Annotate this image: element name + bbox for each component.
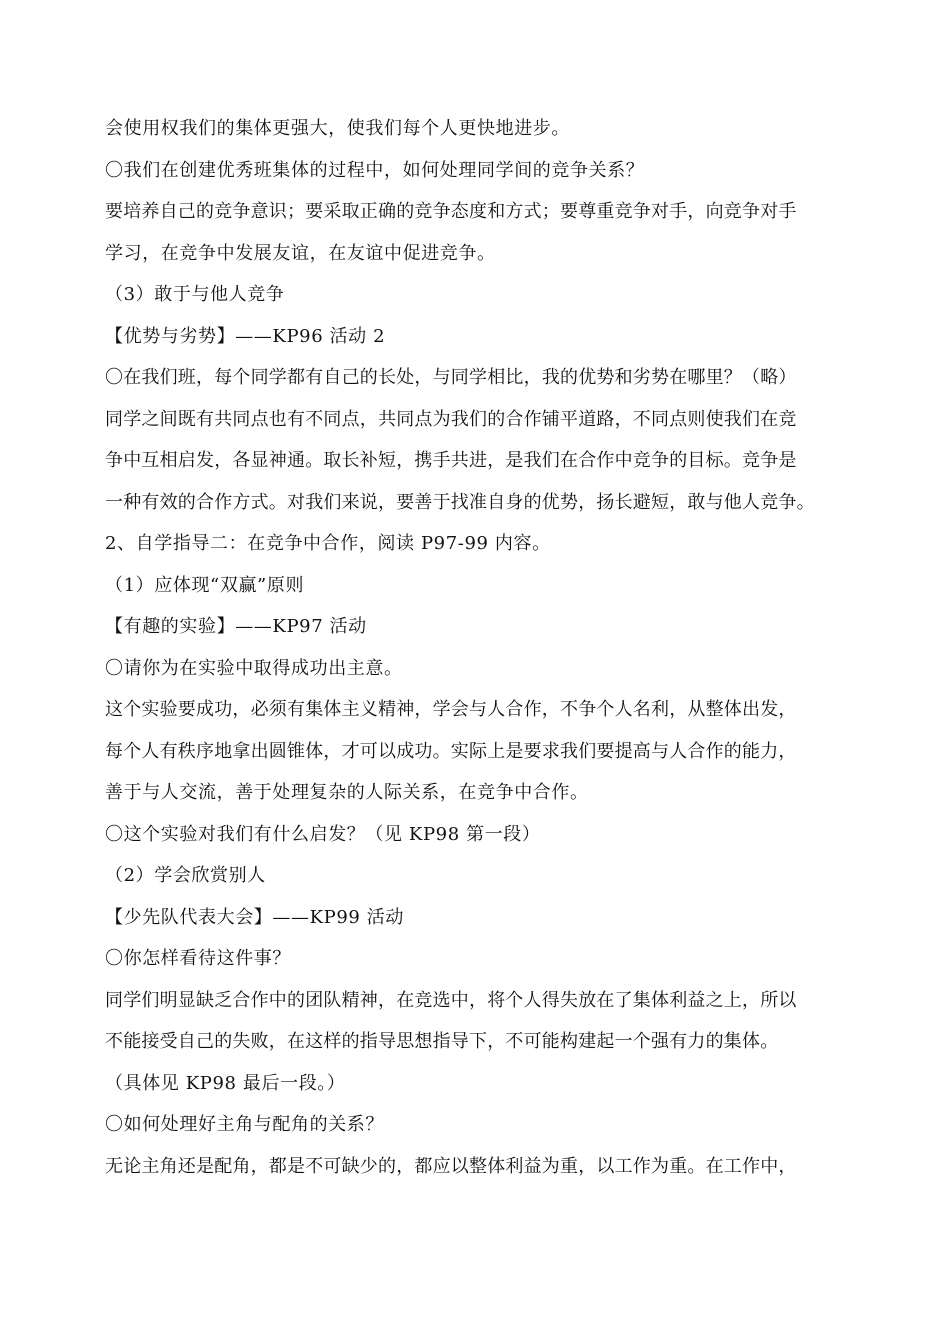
activity-heading: 【有趣的实验】——KP97 活动 — [105, 616, 367, 637]
text-line: 一种有效的合作方式。对我们来说，要善于找准自身的优势，扬长避短，敢与他人竞争。 — [105, 491, 815, 513]
text-line: 不能接受自己的失败，在这样的指导思想指导下，不可能构建起一个强有力的集体。 — [105, 1031, 779, 1052]
text-line: 争中互相启发，各显神通。取长补短，携手共进，是我们在合作中竞争的目标。竞争是 — [105, 450, 797, 471]
activity-heading: 【少先队代表大会】——KP99 活动 — [105, 906, 404, 928]
text-line: 无论主角还是配角，都是不可缺少的，都应以整体利益为重，以工作为重。在工作中， — [105, 1155, 797, 1177]
text-line: 同学们明显缺乏合作中的团队精神，在竞选中，将个人得失放在了集体利益之上，所以 — [105, 989, 797, 1011]
question-line: 〇你怎样看待这件事？ — [105, 948, 291, 969]
text-line: 同学之间既有共同点也有不同点，共同点为我们的合作铺平道路，不同点则使我们在竞 — [105, 408, 797, 430]
text-line: 会使用权我们的集体更强大，使我们每个人更快地进步。 — [105, 118, 570, 139]
question-line: 〇在我们班，每个同学都有自己的长处，与同学相比，我的优势和劣势在哪里？（略） — [105, 367, 797, 388]
text-line: 学习，在竞争中发展友谊，在友谊中促进竞争。 — [105, 242, 496, 264]
document-body — [105, 108, 865, 1187]
question-line: 〇如何处理好主角与配角的关系？ — [105, 1114, 384, 1135]
section-heading: （3）敢于与他人竞争 — [105, 284, 285, 305]
section-heading: （1）应体现“双赢”原则 — [105, 574, 305, 596]
section-heading: （2）学会欣赏别人 — [105, 865, 266, 886]
text-line: 善于与人交流，善于处理复杂的人际关系，在竞争中合作。 — [105, 782, 589, 803]
text-line: 这个实验要成功，必须有集体主义精神，学会与人合作，不争个人名利，从整体出发， — [105, 699, 797, 720]
question-line: 〇我们在创建优秀班集体的过程中，如何处理同学间的竞争关系？ — [105, 159, 645, 181]
text-line: 每个人有秩序地拿出圆锥体，才可以成功。实际上是要求我们要提高与人合作的能力， — [105, 740, 797, 762]
question-line: 〇请你为在实验中取得成功出主意。 — [105, 657, 403, 679]
text-line: （具体见 KP98 最后一段。） — [105, 1072, 346, 1094]
activity-heading: 【优势与劣势】——KP96 活动 2 — [105, 325, 386, 347]
text-line: 要培养自己的竞争意识；要采取正确的竞争态度和方式；要尊重竞争对手，向竞争对手 — [105, 201, 797, 222]
section-heading: 2、自学指导二：在竞争中合作，阅读 P97-99 内容。 — [105, 533, 551, 554]
question-line: 〇这个实验对我们有什么启发？（见 KP98 第一段） — [105, 823, 541, 845]
